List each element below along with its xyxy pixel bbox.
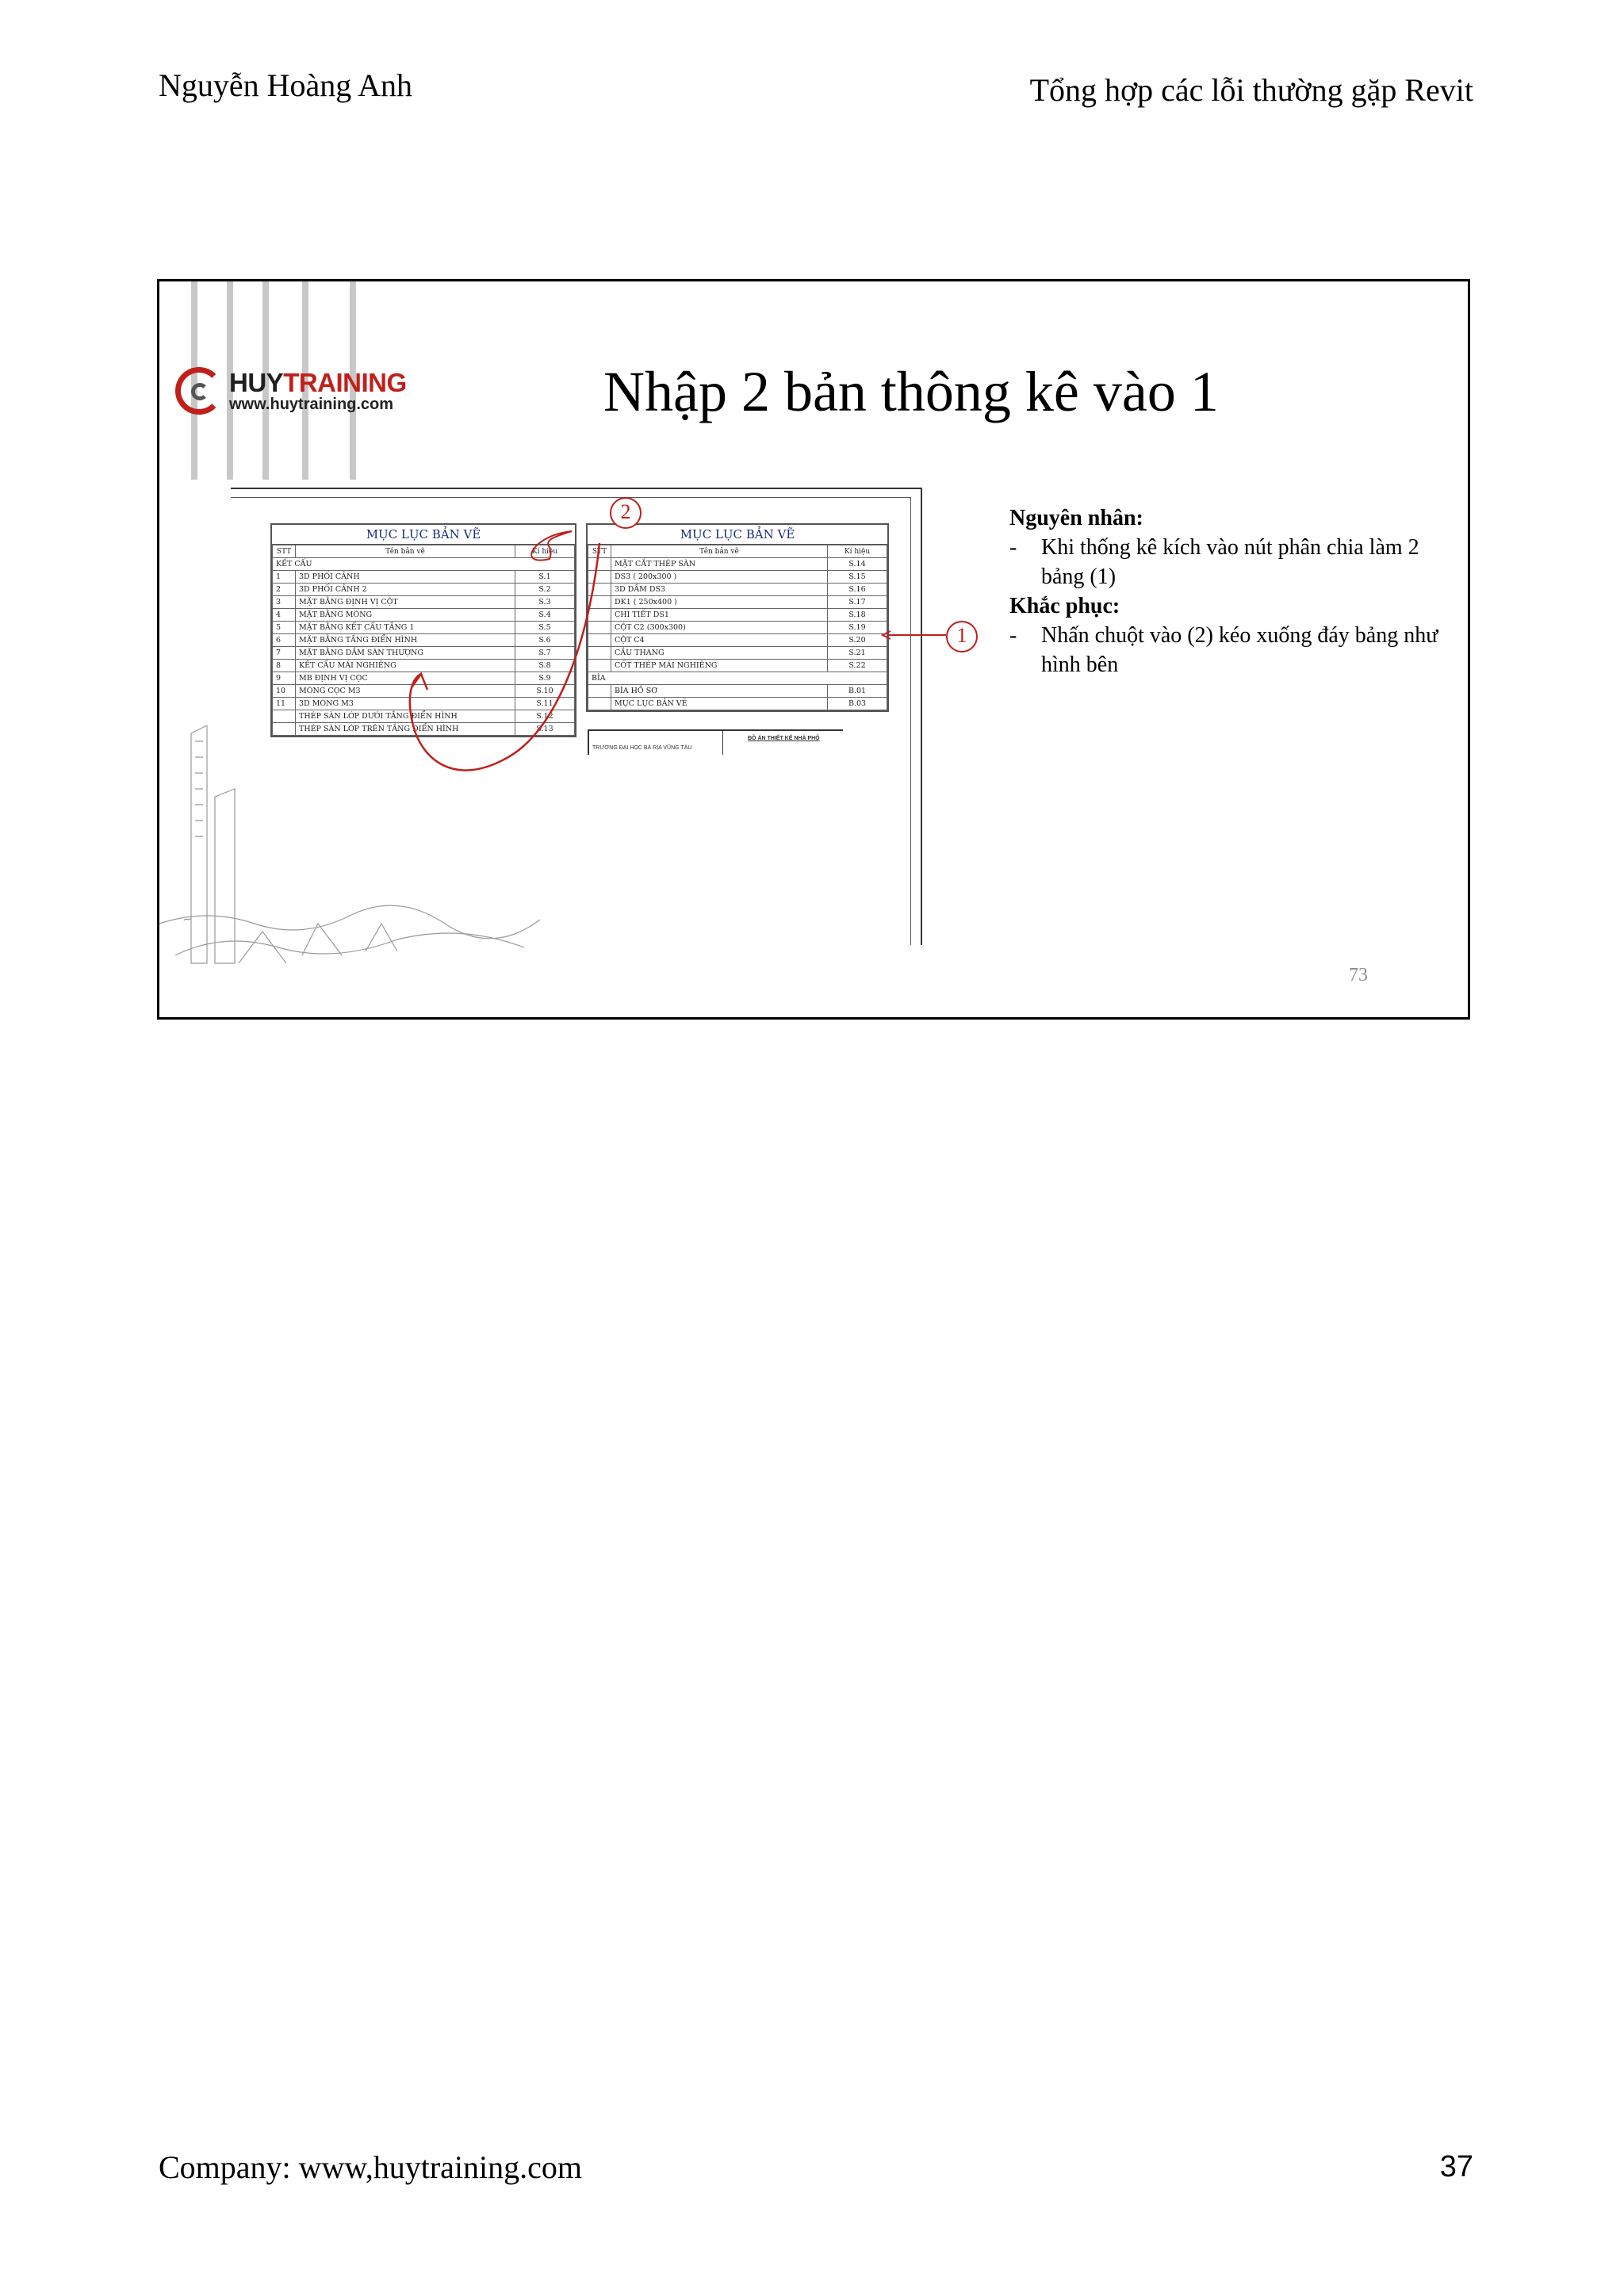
- sketch-scribble: ~: [181, 913, 193, 927]
- row-code: S.7: [515, 647, 575, 660]
- row-name: 3D PHỐI CẢNH 2: [296, 584, 515, 596]
- row-name: THÉP SÀN LỚP DƯỚI TẦNG ĐIỂN HÌNH: [296, 710, 515, 723]
- table-row: [273, 647, 575, 660]
- slide-title: Nhập 2 bản thông kê vào 1: [603, 360, 1219, 423]
- titleblock-school: TRƯỜNG ĐẠI HỌC BÀ RỊA VŨNG TÀU: [592, 745, 692, 751]
- slide-notes: [1009, 503, 1454, 679]
- logo-name-dark: HUY: [229, 367, 284, 397]
- col-header-name: Tên bản vẽ: [611, 545, 828, 558]
- table-row: [588, 647, 887, 660]
- row-code: S.3: [515, 596, 575, 609]
- table-row: [588, 609, 887, 622]
- table-row: [588, 584, 887, 596]
- row-code: S.1: [515, 571, 575, 584]
- table-row: [273, 609, 575, 622]
- row-name: CẦU THANG: [611, 647, 828, 660]
- row-code: S.16: [828, 584, 887, 596]
- row-code: S.17: [828, 596, 887, 609]
- table-row: [273, 698, 575, 710]
- row-code: S.4: [515, 609, 575, 622]
- logo-mark-icon: [175, 367, 223, 415]
- row-stt: 11: [273, 698, 296, 710]
- cause-heading: Nguyên nhân:: [1009, 506, 1143, 530]
- row-stt: 1: [273, 571, 296, 584]
- row-code: S.21: [828, 647, 887, 660]
- logo-url: www.huytraining.com: [229, 395, 394, 413]
- row-name: CỘT C4: [611, 634, 828, 647]
- row-stt: [588, 558, 611, 571]
- row-name: DK1 ( 250x400 ): [611, 596, 828, 609]
- row-name: CỐT THÉP MÁI NGHIÊNG: [611, 660, 828, 672]
- row-code: S.11: [515, 698, 575, 710]
- row-name: MB ĐỊNH VỊ CỌC: [296, 672, 515, 685]
- row-code: S.10: [515, 685, 575, 698]
- table-row: [273, 660, 575, 672]
- row-name: KẾT CẤU MÁI NGHIÊNG: [296, 660, 515, 672]
- decorative-sketch: [159, 725, 572, 1017]
- schedule-right-title: MỤC LỤC BẢN VẼ: [588, 525, 887, 545]
- row-code: S.13: [515, 723, 575, 736]
- table-row: [273, 710, 575, 723]
- row-stt: 2: [273, 584, 296, 596]
- row-code: S.9: [515, 672, 575, 685]
- row-code: B.01: [828, 685, 887, 698]
- row-stt: [588, 596, 611, 609]
- row-stt: [588, 571, 611, 584]
- row-stt: 4: [273, 609, 296, 622]
- footer-company: Company: www,huytraining.com: [159, 2149, 583, 2185]
- slide-figure: [157, 279, 1470, 1020]
- row-stt: 6: [273, 634, 296, 647]
- col-header-code: Kí hiệu: [515, 545, 575, 558]
- row-code: S.6: [515, 634, 575, 647]
- table-row: [588, 685, 887, 698]
- row-stt: [588, 634, 611, 647]
- group-row: BÌA: [588, 672, 887, 685]
- slide-number: 73: [1349, 965, 1368, 985]
- logo-name-red: TRAINING: [283, 367, 407, 397]
- table-row: [273, 622, 575, 634]
- row-name: 3D PHỐI CẢNH: [296, 571, 515, 584]
- cause-text: Khi thống kê kích vào nút phân chia làm 2 bảng (1): [1041, 535, 1419, 589]
- row-name: CHI TIẾT DS1: [611, 609, 828, 622]
- row-code: S.5: [515, 622, 575, 634]
- row-stt: 10: [273, 685, 296, 698]
- table-row: [273, 634, 575, 647]
- row-name: MẶT BẰNG DẦM SÀN THƯỢNG: [296, 647, 515, 660]
- row-name: 3D DẦM DS3: [611, 584, 828, 596]
- row-code: S.14: [828, 558, 887, 571]
- row-code: S.18: [828, 609, 887, 622]
- schedule-right: [586, 523, 889, 712]
- table-row: [588, 571, 887, 584]
- row-name: BÌA HỒ SƠ: [611, 685, 828, 698]
- row-stt: [588, 698, 611, 710]
- row-stt: [588, 622, 611, 634]
- row-stt: 8: [273, 660, 296, 672]
- row-name: DS3 ( 200x300 ): [611, 571, 828, 584]
- row-code: S.15: [828, 571, 887, 584]
- sheet-titleblock: [588, 729, 843, 755]
- table-row: [273, 672, 575, 685]
- row-name: MÓNG CỌC M3: [296, 685, 515, 698]
- row-stt: [588, 685, 611, 698]
- row-stt: [588, 609, 611, 622]
- table-row: [588, 558, 887, 571]
- row-name: MẶT BẰNG MÓNG: [296, 609, 515, 622]
- row-name: 3D MÓNG M3: [296, 698, 515, 710]
- fix-item: [1009, 621, 1454, 679]
- row-code: B.03: [828, 698, 887, 710]
- row-stt: 9: [273, 672, 296, 685]
- row-code: S.19: [828, 622, 887, 634]
- schedule-left-title: MỤC LỤC BẢN VẼ: [272, 525, 575, 545]
- row-stt: 5: [273, 622, 296, 634]
- row-name: CỘT C2 (300x300): [611, 622, 828, 634]
- col-header-name: Tên bản vẽ: [296, 545, 515, 558]
- table-row: [588, 596, 887, 609]
- col-header-stt: STT: [273, 545, 296, 558]
- header-doc-title: Tổng hợp các lỗi thường gặp Revit: [1029, 72, 1473, 108]
- cause-item: [1009, 533, 1454, 591]
- header-author: Nguyễn Hoàng Anh: [159, 67, 412, 103]
- titleblock-project: ĐỒ ÁN THIẾT KẾ NHÀ PHỐ: [748, 736, 820, 741]
- row-stt: [588, 647, 611, 660]
- row-stt: 7: [273, 647, 296, 660]
- bullet-dash: -: [1009, 623, 1017, 648]
- row-name: THÉP SÀN LỚP TRÊN TẦNG ĐIỂN HÌNH: [296, 723, 515, 736]
- table-row: [588, 622, 887, 634]
- table-row: [588, 634, 887, 647]
- row-code: S.20: [828, 634, 887, 647]
- table-row: [273, 596, 575, 609]
- col-header-stt: STT: [588, 545, 611, 558]
- bullet-dash: -: [1009, 535, 1017, 560]
- col-header-code: Kí hiệu: [828, 545, 887, 558]
- row-code: S.8: [515, 660, 575, 672]
- group-row: KẾT CẤU: [273, 558, 575, 571]
- callout-2: 2: [610, 497, 642, 529]
- table-row: [273, 685, 575, 698]
- fix-heading: Khắc phục:: [1009, 594, 1120, 618]
- row-name: MẶT BẰNG ĐỊNH VỊ CỘT: [296, 596, 515, 609]
- row-name: MỤC LỤC BẢN VẼ: [611, 698, 828, 710]
- fix-text: Nhấn chuột vào (2) kéo xuống đáy bảng như hình bên: [1041, 623, 1438, 677]
- row-stt: [588, 660, 611, 672]
- schedule-left: [270, 523, 576, 737]
- row-name: MẶT BẰNG TẦNG ĐIỂN HÌNH: [296, 634, 515, 647]
- callout-1: 1: [946, 621, 978, 652]
- huytraining-logo: [175, 367, 407, 415]
- row-name: MẶT CẮT THÉP SÀN: [611, 558, 828, 571]
- table-row: [588, 698, 887, 710]
- row-code: S.2: [515, 584, 575, 596]
- table-row: [273, 584, 575, 596]
- row-stt: [273, 710, 296, 723]
- table-row: [273, 571, 575, 584]
- row-name: MẶT BẰNG KẾT CẤU TẦNG 1: [296, 622, 515, 634]
- table-row: [588, 660, 887, 672]
- row-code: S.12: [515, 710, 575, 723]
- page-number: 37: [1439, 2150, 1473, 2183]
- row-stt: 3: [273, 596, 296, 609]
- row-stt: [588, 584, 611, 596]
- row-code: S.22: [828, 660, 887, 672]
